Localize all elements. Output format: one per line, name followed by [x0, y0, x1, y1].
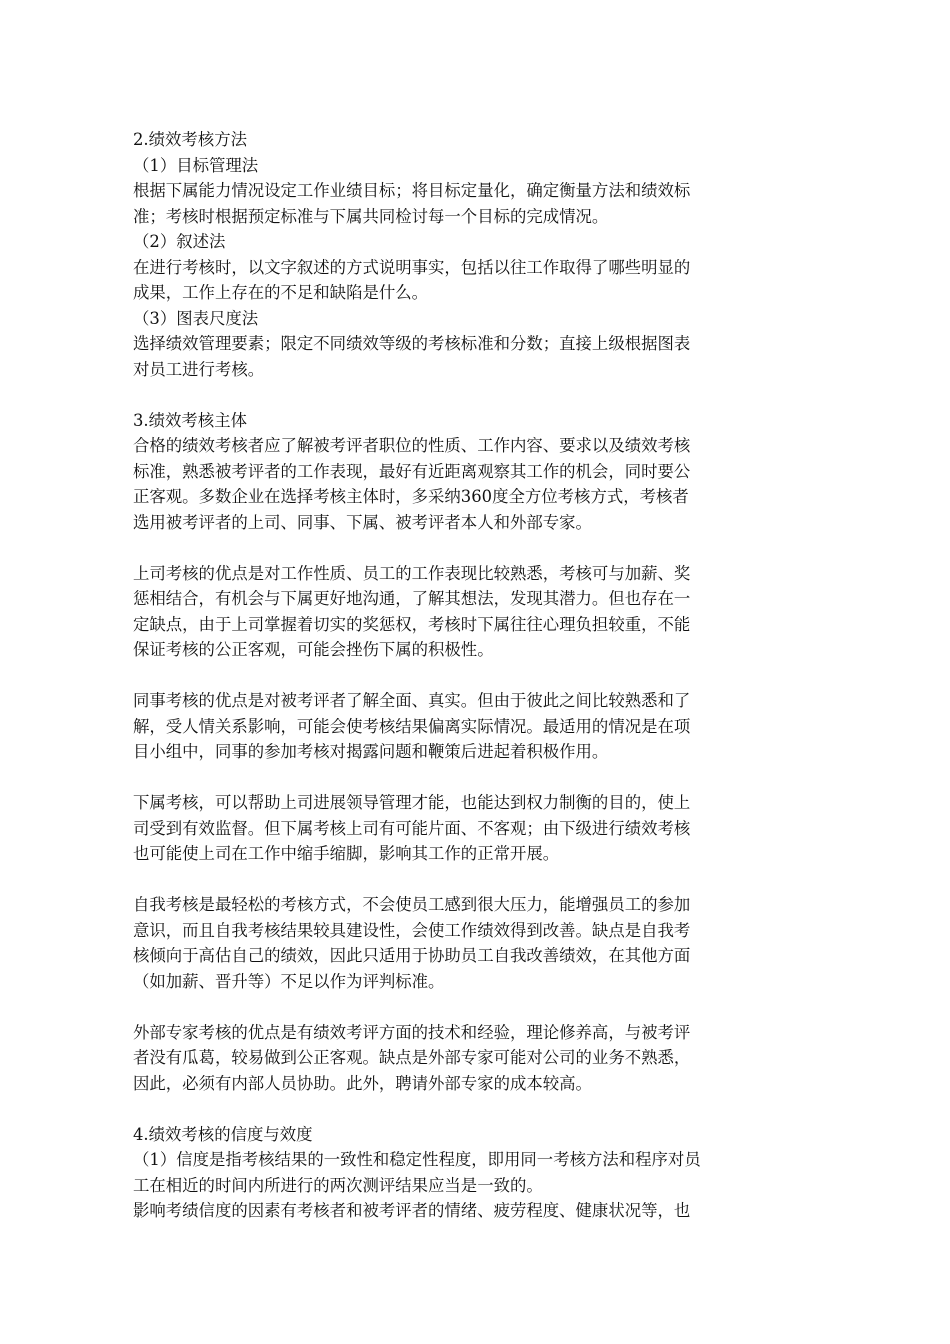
- paragraph-spacer: [133, 867, 798, 893]
- section-heading-methods: 2.绩效考核方法: [133, 130, 247, 149]
- paragraph-line: 根据下属能力情况设定工作业绩目标；将目标定量化，确定衡量方法和绩效标: [133, 181, 691, 200]
- paragraph-line: 目小组中，同事的参加考核对揭露问题和鞭策后进起着积极作用。: [133, 742, 609, 761]
- method-title-objectives: （1）目标管理法: [133, 155, 259, 175]
- paragraph-line: 意识，而且自我考核结果较具建设性，会使工作绩效得到改善。缺点是自我考: [133, 920, 691, 940]
- paragraph-line: 同事考核的优点是对被考评者了解全面、真实。但由于彼此之间比较熟悉和了: [133, 691, 691, 710]
- paragraph-line: 正客观。多数企业在选择考核主体时，多采纳360度全方位考核方式，考核者: [133, 487, 689, 506]
- paragraph-line: （1）信度是指考核结果的一致性和稳定性程度，即用同一考核方法和程序对员: [133, 1150, 701, 1169]
- paragraph-line: 自我考核是最轻松的考核方式，不会使员工感到很大压力，能增强员工的参加: [133, 895, 691, 914]
- paragraph-line: 者没有瓜葛，较易做到公正客观。缺点是外部专家可能对公司的业务不熟悉，: [133, 1048, 691, 1067]
- paragraph-line: 选用被考评者的上司、同事、下属、被考评者本人和外部专家。: [133, 512, 592, 532]
- paragraph-line: 司受到有效监督。但下属考核上司有可能片面、不客观；由下级进行绩效考核: [133, 818, 691, 838]
- paragraph-line: 定缺点，由于上司掌握着切实的奖惩权，考核时下属往往心理负担较重，不能: [133, 614, 691, 634]
- paragraph-line: 选择绩效管理要素；限定不同绩效等级的考核标准和分数；直接上级根据图表: [133, 334, 691, 353]
- paragraph-spacer: [133, 1096, 798, 1122]
- paragraph-line: 准；考核时根据预定标准与下属共同检讨每一个目标的完成情况。: [133, 206, 609, 226]
- section-heading-subjects: 3.绩效考核主体: [133, 410, 247, 430]
- paragraph-line: 标准，熟悉被考评者的工作表现，最好有近距离观察其工作的机会，同时要公: [133, 461, 691, 481]
- document-body: [133, 127, 798, 1224]
- section-heading-reliability-validity: 4.绩效考核的信度与效度: [133, 1124, 313, 1144]
- paragraph-line: 对员工进行考核。: [133, 359, 265, 379]
- paragraph-line: 解，受人情关系影响，可能会使考核结果偏离实际情况。最适用的情况是在项: [133, 716, 691, 736]
- paragraph-line: 影响考绩信度的因素有考核者和被考评者的情绪、疲劳程度、健康状况等，也: [133, 1201, 691, 1220]
- paragraph-line: 下属考核，可以帮助上司进展领导管理才能，也能达到权力制衡的目的，使上: [133, 793, 691, 812]
- paragraph-spacer: [133, 765, 798, 791]
- paragraph-line: 上司考核的优点是对工作性质、员工的工作表现比较熟悉，考核可与加薪、奖: [133, 563, 691, 583]
- paragraph-spacer: [133, 382, 798, 408]
- paragraph-line: 惩相结合，有机会与下属更好地沟通，了解其想法，发现其潜力。但也存在一: [133, 589, 691, 608]
- paragraph-line: 保证考核的公正客观，可能会挫伤下属的积极性。: [133, 640, 494, 659]
- paragraph-spacer: [133, 535, 798, 561]
- paragraph-line: 也可能使上司在工作中缩手缩脚，影响其工作的正常开展。: [133, 844, 560, 863]
- paragraph-spacer: [133, 994, 798, 1020]
- paragraph-line: 核倾向于高估自己的绩效，因此只适用于协助员工自我改善绩效，在其他方面: [133, 946, 691, 965]
- paragraph-line: （如加薪、晋升等）不足以作为评判标准。: [133, 971, 445, 991]
- paragraph-line: 外部专家考核的优点是有绩效考评方面的技术和经验，理论修养高，与被考评: [133, 1022, 691, 1042]
- paragraph-line: 合格的绩效考核者应了解被考评者职位的性质、工作内容、要求以及绩效考核: [133, 436, 691, 455]
- paragraph-line: 成果，工作上存在的不足和缺陷是什么。: [133, 283, 429, 302]
- method-title-graphic-scale: （3）图表尺度法: [133, 308, 259, 328]
- paragraph-line: 在进行考核时，以文字叙述的方式说明事实，包括以往工作取得了哪些明显的: [133, 257, 691, 277]
- paragraph-line: 因此，必须有内部人员协助。此外，聘请外部专家的成本较高。: [133, 1073, 592, 1093]
- paragraph-line: 工在相近的时间内所进行的两次测评结果应当是一致的。: [133, 1175, 543, 1195]
- paragraph-spacer: [133, 663, 798, 689]
- method-title-narrative: （2）叙述法: [133, 232, 226, 251]
